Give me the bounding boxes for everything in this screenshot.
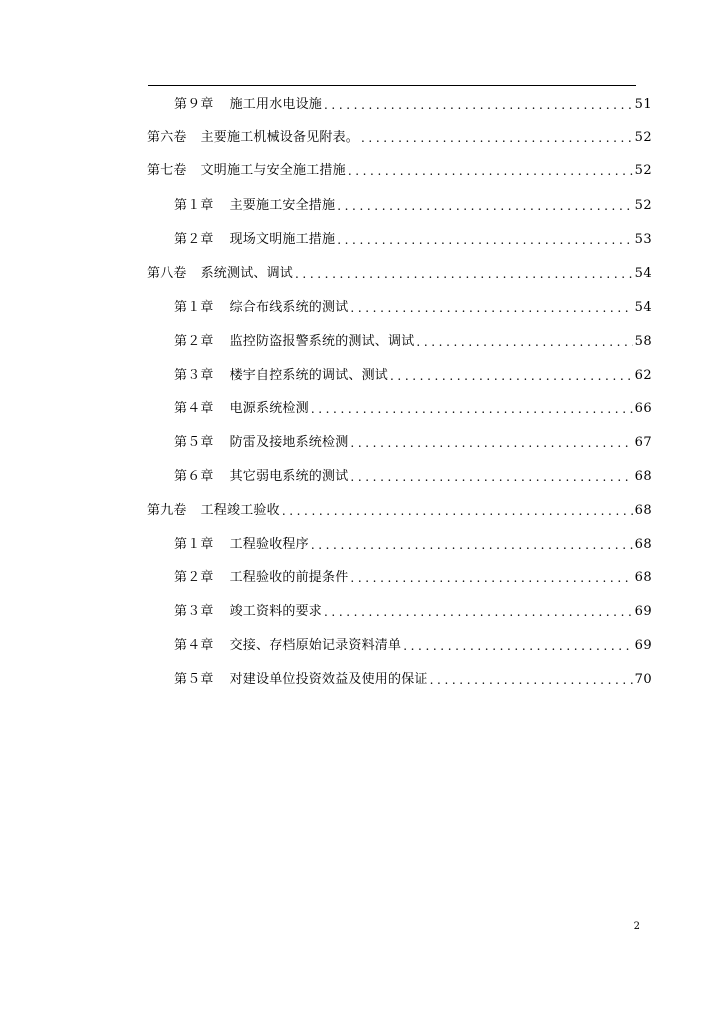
toc-entry-title: 对建设单位投资效益及使用的保证 — [229, 672, 428, 687]
toc-entry-label: 第２章 — [174, 570, 214, 585]
toc-entry-page: 52 — [634, 130, 652, 145]
toc-entry-title: 系统测试、调试 — [200, 266, 294, 281]
dot-leader — [350, 297, 632, 319]
toc-entry-label: 第六卷 — [147, 130, 187, 145]
toc-entry-title: 楼宇自控系统的调试、测试 — [229, 368, 389, 383]
toc-entry-page: 70 — [634, 672, 652, 687]
toc-entry-chapter-1[interactable] — [174, 297, 652, 319]
toc-entry-label: 第八卷 — [147, 266, 187, 281]
toc-entry-label: 第１章 — [174, 198, 214, 213]
toc-entry-title: 监控防盗报警系统的测试、调试 — [229, 334, 415, 349]
page-number: 2 — [633, 921, 640, 932]
toc-entry-label: 第２章 — [174, 232, 214, 247]
dot-leader — [311, 398, 633, 420]
toc-entry-label: 第６章 — [174, 469, 214, 484]
toc-entry-page: 52 — [634, 163, 652, 178]
toc-entry-title: 施工用水电设施 — [229, 97, 323, 112]
dot-leader — [324, 94, 633, 116]
toc-entry-label: 第１章 — [174, 537, 214, 552]
toc-entry-label: 第９章 — [174, 97, 214, 112]
dot-leader — [337, 195, 632, 217]
toc-entry-page: 69 — [634, 638, 652, 653]
toc-entry-volume-7[interactable] — [147, 160, 652, 182]
toc-entry-label: 第３章 — [174, 368, 214, 383]
toc-entry-label: 第４章 — [174, 638, 214, 653]
dot-leader — [295, 263, 633, 285]
toc-entry-chapter-9[interactable] — [174, 94, 652, 116]
toc-entry-page: 54 — [634, 300, 652, 315]
dot-leader — [324, 601, 633, 623]
toc-entry-chapter-4[interactable] — [174, 398, 652, 420]
dot-leader — [361, 127, 633, 149]
toc-entry-title: 文明施工与安全施工措施 — [200, 163, 346, 178]
toc-entry-chapter-3[interactable] — [174, 365, 652, 387]
toc-entry-title: 防雷及接地系统检测 — [229, 435, 349, 450]
toc-entry-title: 工程竣工验收 — [200, 503, 280, 518]
toc-entry-label: 第１章 — [174, 300, 214, 315]
dot-leader — [337, 229, 632, 251]
dot-leader — [350, 466, 632, 488]
toc-entry-chapter-2[interactable] — [174, 567, 652, 589]
toc-entry-page: 68 — [634, 469, 652, 484]
toc-entry-page: 58 — [634, 334, 652, 349]
toc-entry-chapter-5[interactable] — [174, 432, 652, 454]
toc-entry-title: 其它弱电系统的测试 — [229, 469, 349, 484]
toc-entry-title: 工程验收程序 — [229, 537, 309, 552]
toc-entry-chapter-1[interactable] — [174, 534, 652, 556]
toc-entry-label: 第３章 — [174, 604, 214, 619]
dot-leader — [311, 534, 633, 556]
toc-entry-label: 第４章 — [174, 401, 214, 416]
dot-leader — [416, 331, 632, 353]
toc-entry-chapter-3[interactable] — [174, 601, 652, 623]
toc-entry-title: 交接、存档原始记录资料清单 — [229, 638, 402, 653]
toc-entry-volume-8[interactable] — [147, 263, 652, 285]
toc-entry-page: 67 — [634, 435, 652, 450]
toc-entry-title: 综合布线系统的测试 — [229, 300, 349, 315]
toc-entry-title: 工程验收的前提条件 — [229, 570, 349, 585]
toc-entry-page: 68 — [634, 570, 652, 585]
toc-entry-chapter-2[interactable] — [174, 331, 652, 353]
toc-entry-page: 52 — [634, 198, 652, 213]
toc-entry-volume-6[interactable] — [147, 127, 652, 149]
toc-entry-chapter-1[interactable] — [174, 195, 652, 217]
dot-leader — [390, 365, 633, 387]
toc-entry-label: 第５章 — [174, 435, 214, 450]
toc-entry-page: 68 — [634, 503, 652, 518]
toc-entry-page: 53 — [634, 232, 652, 247]
toc-entry-label: 第５章 — [174, 672, 214, 687]
toc-entry-label: 第２章 — [174, 334, 214, 349]
toc-entry-title: 主要施工机械设备见附表。 — [200, 130, 360, 145]
toc-entry-chapter-2[interactable] — [174, 229, 652, 251]
toc-entry-chapter-4[interactable] — [174, 635, 652, 657]
toc-entry-title: 主要施工安全措施 — [229, 198, 336, 213]
toc-entry-title: 现场文明施工措施 — [229, 232, 336, 247]
toc-entry-label: 第九卷 — [147, 503, 187, 518]
toc-entry-page: 68 — [634, 537, 652, 552]
toc-entry-chapter-5[interactable] — [174, 669, 652, 691]
dot-leader — [350, 432, 632, 454]
toc-entry-title: 竣工资料的要求 — [229, 604, 323, 619]
toc-entry-page: 66 — [634, 401, 652, 416]
toc-entry-label: 第七卷 — [147, 163, 187, 178]
toc-entry-title: 电源系统检测 — [229, 401, 309, 416]
dot-leader — [348, 160, 633, 182]
toc-entry-chapter-6[interactable] — [174, 466, 652, 488]
dot-leader — [350, 567, 632, 589]
dot-leader — [282, 500, 633, 522]
toc-entry-volume-9[interactable] — [147, 500, 652, 522]
dot-leader — [430, 669, 633, 691]
toc-entry-page: 69 — [634, 604, 652, 619]
dot-leader — [403, 635, 632, 657]
toc-entry-page: 62 — [634, 368, 652, 383]
toc-entry-page: 51 — [634, 97, 652, 112]
toc-entry-page: 54 — [634, 266, 652, 281]
